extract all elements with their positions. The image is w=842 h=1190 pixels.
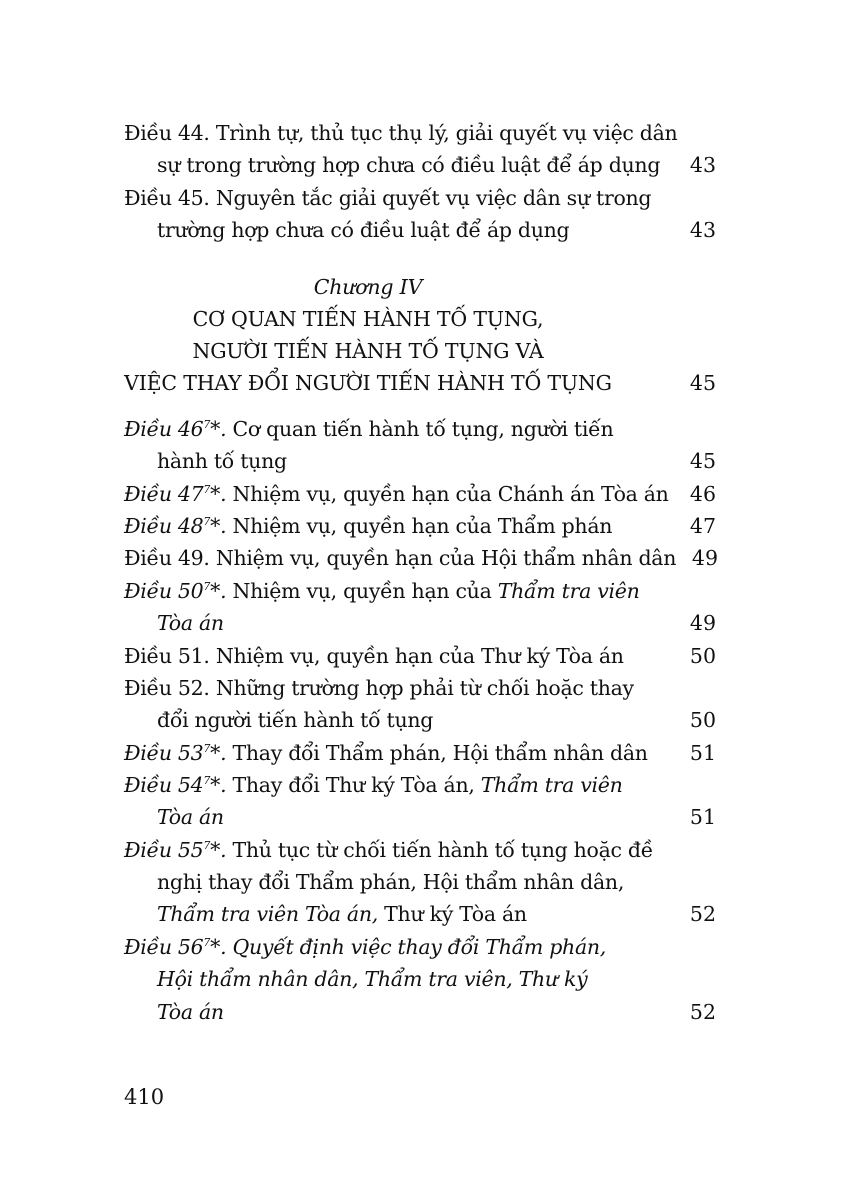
chapter-title-line1: CƠ QUAN TIẾN HÀNH TỐ TỤNG, <box>192 307 544 331</box>
article-label: Điều 47 <box>124 482 204 506</box>
toc-entry-46-line2: hành tố tụng <box>157 449 287 473</box>
toc-entry-55-line2: nghị thay đổi Thẩm phán, Hội thẩm nhân dân, <box>157 870 625 894</box>
article-title-italic: Thẩm tra viên <box>480 773 623 797</box>
article-mark: *. <box>210 482 227 506</box>
article-title: Nhiệm vụ, quyền hạn của <box>226 579 498 603</box>
article-title: Thay đổi Thẩm phán, Hội thẩm nhân dân <box>226 741 648 765</box>
toc-entry-56-page: 52 <box>689 1000 716 1024</box>
footnote-ref: 7 <box>203 839 211 853</box>
article-title: Nhiệm vụ, quyền hạn của Thẩm phán <box>226 514 613 538</box>
article-title-italic: Thẩm tra viên <box>497 579 640 603</box>
article-label: Điều 56 <box>124 935 204 959</box>
toc-entry-45-line2: trường hợp chưa có điều luật để áp dụng <box>157 218 570 242</box>
toc-entry-55-line3 <box>157 901 527 927</box>
toc-entry-49-page: 49 <box>691 546 718 570</box>
page-number: 410 <box>124 1085 165 1109</box>
toc-entry-50-page: 49 <box>689 611 716 635</box>
toc-entry-52-page: 50 <box>689 708 716 732</box>
toc-entry-56-line2: Hội thẩm nhân dân, Thẩm tra viên, Thư ký <box>157 967 588 991</box>
article-title-italic: Thẩm tra viên Tòa án, <box>157 902 378 926</box>
footnote-ref: 7 <box>203 774 211 788</box>
toc-entry-50-line2: Tòa án <box>157 611 224 635</box>
toc-entry-46-line1 <box>124 416 613 442</box>
article-title: Thư ký Tòa án <box>377 902 527 926</box>
footnote-ref: 7 <box>203 483 211 497</box>
toc-entry-55-page: 52 <box>689 902 716 926</box>
toc-entry-54-line2: Tòa án <box>157 805 224 829</box>
toc-entry-51: Điều 51. Nhiệm vụ, quyền hạn của Thư ký Tòa án <box>124 644 624 668</box>
toc-entry-48-page: 47 <box>689 514 716 538</box>
toc-entry-56-line1 <box>124 934 606 960</box>
article-label: Điều 54 <box>124 773 204 797</box>
article-mark: *. <box>210 741 227 765</box>
footnote-ref: 7 <box>203 515 211 529</box>
article-mark: *. <box>210 773 227 797</box>
toc-entry-56-line3: Tòa án <box>157 1000 224 1024</box>
article-title: Thay đổi Thư ký Tòa án, <box>226 773 481 797</box>
toc-entry-55-line1 <box>124 837 653 863</box>
toc-entry-50-line1 <box>124 578 639 604</box>
footnote-ref: 7 <box>203 418 211 432</box>
toc-entry-47-page: 46 <box>689 482 716 506</box>
article-title: Thủ tục từ chối tiến hành tố tụng hoặc đề <box>226 838 654 862</box>
article-mark: *. <box>210 838 227 862</box>
toc-entry-47 <box>124 481 669 507</box>
article-label: Điều 48 <box>124 514 204 538</box>
article-title: Cơ quan tiến hành tố tụng, người tiến <box>226 417 614 441</box>
toc-entry-48 <box>124 513 612 539</box>
article-title: Quyết định việc thay đổi Thẩm phán, <box>226 935 606 959</box>
toc-entry-54-page: 51 <box>689 805 716 829</box>
toc-entry-53 <box>124 740 648 766</box>
footnote-ref: 7 <box>203 936 211 950</box>
article-label: Điều 53 <box>124 741 204 765</box>
toc-entry-45-line1: Điều 45. Nguyên tắc giải quyết vụ việc dân sự trong <box>124 186 652 210</box>
chapter-label: Chương IV <box>313 275 423 299</box>
toc-entry-49: Điều 49. Nhiệm vụ, quyền hạn của Hội thẩm nhân dân <box>124 546 677 570</box>
article-title: Nhiệm vụ, quyền hạn của Chánh án Tòa án <box>226 482 669 506</box>
toc-entry-44-page: 43 <box>689 153 716 177</box>
article-mark: *. <box>210 935 227 959</box>
toc-entry-54-line1 <box>124 772 623 798</box>
toc-entry-44-line1: Điều 44. Trình tự, thủ tục thụ lý, giải quyết vụ việc dân <box>124 121 678 145</box>
article-mark: *. <box>210 417 227 441</box>
toc-entry-52-line2: đổi người tiến hành tố tụng <box>157 708 434 732</box>
chapter-page: 45 <box>689 371 716 395</box>
toc-entry-44-line2: sự trong trường hợp chưa có điều luật để áp dụng <box>157 153 661 177</box>
article-label: Điều 46 <box>124 417 204 441</box>
toc-entry-53-page: 51 <box>689 741 716 765</box>
toc-entry-52-line1: Điều 52. Những trường hợp phải từ chối hoặc thay <box>124 676 634 700</box>
toc-entry-46-page: 45 <box>689 449 716 473</box>
footnote-ref: 7 <box>203 580 211 594</box>
article-label: Điều 55 <box>124 838 204 862</box>
footnote-ref: 7 <box>203 742 211 756</box>
chapter-title-line2: NGƯỜI TIẾN HÀNH TỐ TỤNG VÀ <box>192 339 544 363</box>
toc-entry-45-page: 43 <box>689 218 716 242</box>
chapter-title-line3: VIỆC THAY ĐỔI NGƯỜI TIẾN HÀNH TỐ TỤNG <box>124 371 612 395</box>
toc-entry-51-page: 50 <box>689 644 716 668</box>
article-mark: *. <box>210 579 227 603</box>
article-label: Điều 50 <box>124 579 204 603</box>
article-mark: *. <box>210 514 227 538</box>
